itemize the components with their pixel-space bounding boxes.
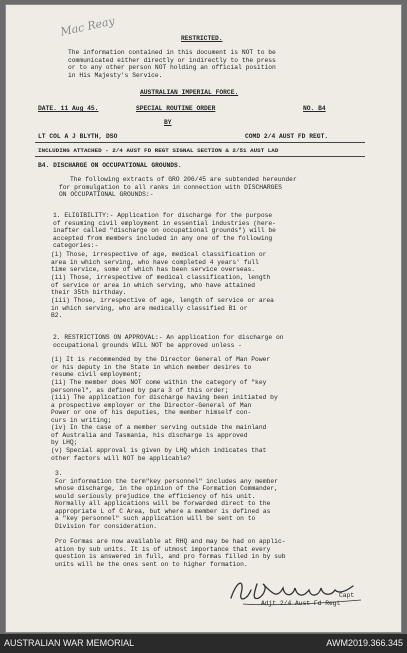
signature-title: Adjt 2/4 Aust Fd Regt bbox=[261, 600, 341, 607]
restriction-item-line: other factors will NOT be applicable? bbox=[51, 454, 191, 462]
para3-line: Normally all applications will be forwarded direct to the bbox=[55, 500, 271, 507]
restriction-item-line: (iv) In the case of a member serving outside the mainland bbox=[51, 424, 267, 431]
para3-line: appropriate L of C Area, but where a member is defined as bbox=[55, 507, 271, 515]
classification-heading: RESTRICTED. bbox=[181, 35, 223, 42]
section-heading bbox=[38, 162, 182, 169]
order-date: DATE. 11 Aug 45. bbox=[38, 105, 99, 112]
para3-line: 3. bbox=[55, 470, 63, 477]
notice-line: or to any other person NOT holding an official position bbox=[68, 64, 276, 71]
closing-line: units will be the ones sent on to higher formation. bbox=[55, 560, 248, 568]
eligibility-item-line: (ii) Those, irrespective of medical classification, length bbox=[51, 274, 271, 281]
notice-line: communicated either directly or indirectly to the press bbox=[68, 56, 276, 64]
heading-rule bbox=[35, 156, 365, 157]
archive-footer bbox=[0, 634, 407, 653]
command-unit: COMD 2/4 AUST FD REGT. bbox=[245, 133, 329, 140]
para3-line: whose discharge, in the opinion of the Formation Commander, bbox=[55, 485, 278, 492]
restriction-item-line: (i) It is recommended by the Director General of Man Power bbox=[51, 356, 271, 363]
eligibility-item-line: B2. bbox=[51, 312, 63, 319]
restriction-item-line: resume civil employment; bbox=[51, 371, 142, 378]
heading-rule bbox=[35, 142, 365, 143]
para3-line: Division for consideration. bbox=[55, 522, 158, 530]
restrictions-line: occupational grounds WILL NOT be approved unless - bbox=[53, 341, 242, 349]
restrictions-line: 2. RESTRICTIONS ON APPROVAL:- An application for discharge on bbox=[53, 334, 284, 341]
closing-line: question is answered in full, and pro formas filled in by sub bbox=[55, 553, 286, 560]
force-heading: AUSTRALIAN IMPERIAL FORCE. bbox=[140, 89, 239, 96]
footer-accession-number: AWM2019.366.345 bbox=[326, 638, 403, 648]
eligibility-item-line: in which serving, who are medically classified B1 or bbox=[51, 304, 248, 312]
restriction-item-line: (ii) The member does NOT come within the category of "key bbox=[51, 379, 267, 386]
eligibility-line: of resuming civil employment in essential industries (here- bbox=[53, 219, 276, 227]
commander-name: LT COL A J BLYTH, DSO bbox=[38, 133, 118, 140]
restriction-item-line: curs in writing; bbox=[51, 416, 112, 424]
restriction-item-line: or his deputy in the State in which member desires to bbox=[51, 363, 252, 371]
restriction-item-line: a prospective employer or the Director-General of Man bbox=[51, 401, 252, 409]
order-title: SPECIAL ROUTINE ORDER bbox=[136, 105, 216, 112]
eligibility-item-line: their 35th birthday. bbox=[51, 289, 127, 296]
notice-line: The information contained in this document is NOT to be bbox=[68, 49, 276, 56]
footer-institution: AUSTRALIAN WAR MEMORIAL bbox=[4, 638, 135, 648]
para3-line: a "key personnel" such application will be sent on to bbox=[55, 515, 256, 522]
intro-line: The following extracts of GRO 206/45 are subtended hereunder bbox=[70, 176, 297, 183]
restriction-item-line: by LHQ; bbox=[51, 439, 78, 446]
restriction-item-line: (v) Special approval is given by LHQ which indicates that bbox=[51, 447, 267, 454]
eligibility-line: accepted from members included in any one of the following bbox=[53, 234, 273, 242]
closing-line: ation by sub units. It is of utmost importance that every bbox=[55, 545, 271, 553]
para3-line: would seriously prejudice the efficiency of his unit. bbox=[55, 492, 256, 500]
pencil-annotation: Mac Reay bbox=[59, 14, 116, 39]
including-line: INCLUDING ATTACHED - 2/4 AUST FD REGT SIGNAL SECTION & 2/51 AUST LAD bbox=[38, 147, 279, 154]
eligibility-item-line: area in which serving, who have completed 4 years' full bbox=[51, 258, 259, 266]
eligibility-item-line: (iii) Those, irrespective of age, length of service or area bbox=[51, 297, 274, 304]
restriction-item-line: personnel", as defined by para 3 of this order; bbox=[51, 386, 229, 394]
eligibility-item-line: time service, some of which has been service overseas. bbox=[51, 266, 256, 273]
document-page bbox=[5, 4, 402, 633]
intro-line: ON OCCUPATIONAL GROUNDS:- bbox=[59, 191, 154, 198]
order-number: NO. B4 bbox=[303, 105, 326, 112]
b4-heading: B4. DISCHARGE ON OCCUPATIONAL GROUNDS. bbox=[38, 162, 182, 169]
closing-line: Pro Formas are now available at RHQ and may be had on applic- bbox=[55, 538, 286, 545]
signature-rank: Capt bbox=[339, 592, 355, 599]
eligibility-line: 1. ELIGIBILITY:- Application for discharge for the purpose bbox=[53, 212, 273, 219]
eligibility-item-line: (i) Those, irrespective of age, medical classification or bbox=[51, 251, 267, 258]
notice-line: in His Majesty's Service. bbox=[68, 71, 163, 79]
eligibility-line: inafter called "discharge on occupational grounds") will be bbox=[53, 227, 276, 234]
eligibility-line: categories:- bbox=[53, 242, 99, 249]
eligibility-item-line: of service or area in which serving, who have attained bbox=[51, 281, 256, 289]
restriction-item-line: (iii) The application for discharge having been initiated by bbox=[51, 394, 278, 401]
restriction-item-line: of Australia and Tasmania, his discharge is approved bbox=[51, 431, 248, 439]
restriction-item-line: Power or one of his deputies, the member himself con- bbox=[51, 409, 252, 416]
para3-line: For information the term"key personnel" includes any member bbox=[55, 477, 278, 485]
intro-line: for promulgation to all ranks in connection with DISCHARGES bbox=[59, 183, 282, 191]
by-heading: BY bbox=[164, 119, 172, 126]
